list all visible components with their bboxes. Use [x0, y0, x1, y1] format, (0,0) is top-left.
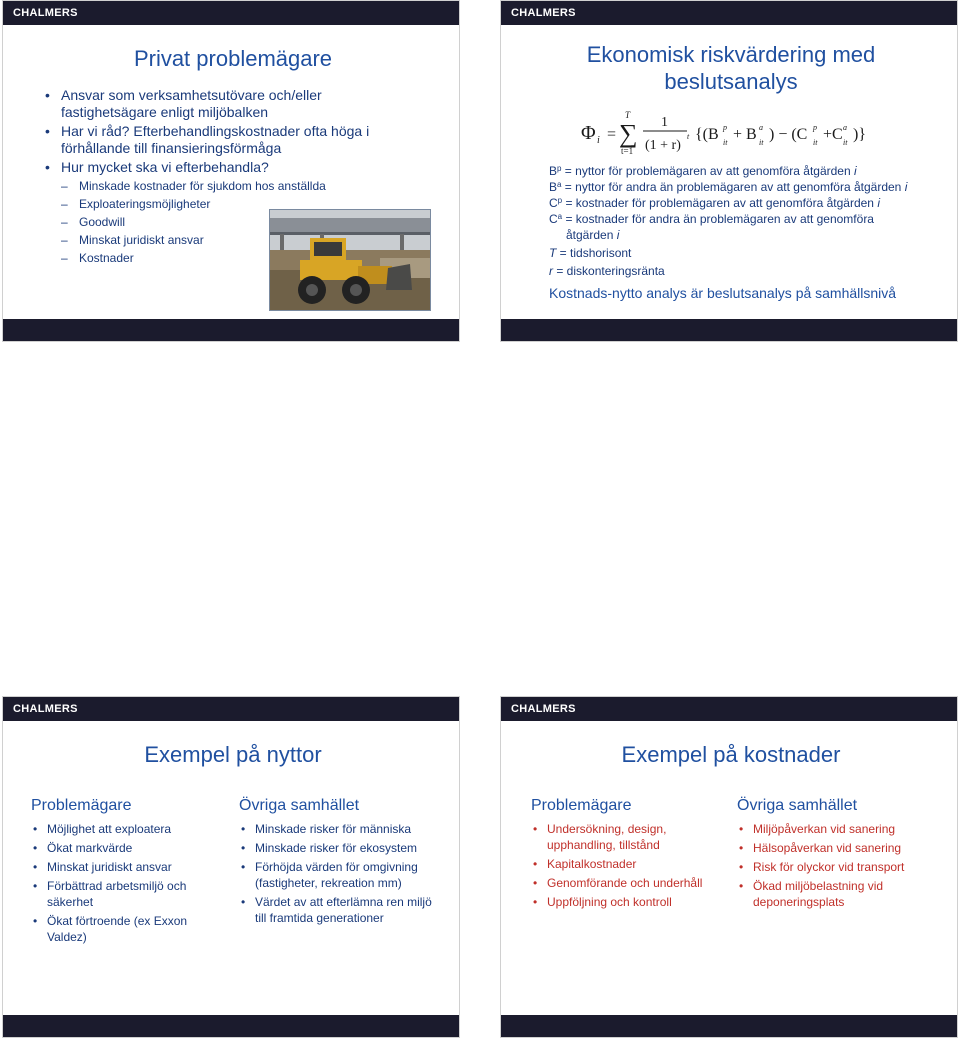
list-item: • Ökad miljöbelastning vid deponeringsplats — [737, 878, 937, 910]
formula-numerator: 1 — [661, 115, 668, 130]
formula-ba-subscript: it — [759, 138, 764, 147]
column-problemagare — [531, 797, 727, 913]
column-problemagare — [31, 797, 221, 948]
formula-plus-ba: + B — [733, 126, 757, 143]
formula-plus-ca: +C — [823, 126, 843, 143]
definition-ca-continued: åtgärden i — [566, 228, 620, 242]
list-item: • Ökat markvärde — [31, 840, 221, 856]
list-item: • Har vi råd? Efterbehandlingskostnader ofta höga i förhållande till finansieringsförmåga — [41, 123, 381, 157]
formula-phi: Φ — [581, 122, 596, 144]
list-item: • Miljöpåverkan vid sanering — [737, 821, 937, 837]
npv-formula — [573, 109, 873, 159]
chalmers-logo: CHALMERS — [511, 703, 576, 715]
column-heading: Problemägare — [31, 797, 132, 814]
title-line: Ekonomisk riskvärdering med — [586, 42, 876, 67]
slide-title: Exempel på kostnader — [621, 742, 841, 767]
formula-body-end: )} — [853, 126, 867, 143]
sub-list-item: – Goodwill — [59, 214, 381, 231]
benefit-list — [239, 821, 439, 926]
slide-title: Exempel på nyttor — [144, 742, 322, 767]
header-bar — [3, 697, 459, 721]
cost-list — [737, 821, 937, 910]
column-heading: Övriga samhället — [239, 797, 360, 814]
definition-ca: $C^a$ = kostnader för andra än problemägaren av att genomföra — [549, 212, 874, 226]
cost-list — [531, 821, 727, 910]
benefit-list — [31, 821, 221, 945]
list-item: • Minskade risker för ekosystem — [239, 840, 439, 856]
definition-t: T = tidshorisont — [549, 246, 632, 260]
formula-body-start: {(B — [695, 126, 719, 143]
list-item: • Genomförande och underhåll — [531, 875, 727, 891]
footer-bar — [3, 319, 459, 341]
formula-equals: = — [607, 126, 617, 143]
column-ovriga-samhallet — [737, 797, 937, 913]
formula-sum-sign: ∑ — [619, 119, 638, 148]
chalmers-logo: CHALMERS — [511, 7, 576, 19]
list-item: • Hälsopåverkan vid sanering — [737, 840, 937, 856]
formula-bp-superscript: p — [723, 123, 727, 132]
slide-title: Privat problemägare — [133, 46, 333, 71]
sub-list-item: – Exploateringsmöjligheter — [59, 196, 381, 213]
footer-bar — [501, 319, 957, 341]
column-heading: Problemägare — [531, 797, 632, 814]
definition-r: r = diskonteringsränta — [549, 264, 665, 278]
definition-cp: $C^p$ = kostnader för problemägaren av att genomföra åtgärden i — [549, 196, 880, 210]
list-item: • Kapitalkostnader — [531, 856, 727, 872]
list-item: • Minskat juridiskt ansvar — [31, 859, 221, 875]
slide-title — [541, 41, 921, 95]
column-ovriga-samhallet — [239, 797, 439, 929]
sub-list-item: – Minskade kostnader för sjukdom hos anställda — [59, 178, 381, 195]
formula-ca-subscript: it — [843, 138, 848, 147]
list-item: • Uppföljning och kontroll — [531, 894, 727, 910]
list-item: • Värdet av att efterlämna ren miljö till framtida generationer — [239, 894, 439, 926]
list-item: • Minskade risker för människa — [239, 821, 439, 837]
formula-cp-subscript: it — [813, 138, 818, 147]
title-line: beslutsanalys — [664, 69, 798, 94]
conclusion-text: Kostnads-nytto analys är beslutsanalys på samhällsnivå — [549, 285, 897, 301]
header-bar — [3, 1, 459, 25]
header-bar — [501, 697, 957, 721]
slide-exempel-kostnader — [500, 696, 958, 1038]
chalmers-logo: CHALMERS — [13, 7, 78, 19]
formula-bp-subscript: it — [723, 138, 728, 147]
sub-list-item: – Minskat juridiskt ansvar — [59, 232, 381, 249]
formula-phi-subscript: i — [597, 135, 600, 146]
slide-ekonomisk-riskvardering — [500, 0, 958, 342]
definition-ba: $B^a$ = nyttor för andra än problemägaren av att genomföra åtgärden i — [549, 180, 908, 194]
definition-bp: $B^p$ = nyttor för problemägaren av att genomföra åtgärden i — [549, 164, 857, 178]
chalmers-logo: CHALMERS — [13, 703, 78, 715]
formula-minus-cp: ) − (C — [769, 126, 808, 143]
footer-bar — [501, 1015, 957, 1037]
formula-ba-superscript: a — [759, 123, 763, 132]
variable-definitions — [549, 163, 949, 279]
list-item: • Risk för olyckor vid transport — [737, 859, 937, 875]
list-item: • Ansvar som verksamhetsutövare och/eller fastighetsägare enligt miljöbalken — [41, 87, 381, 121]
formula-cp-superscript: p — [813, 123, 817, 132]
list-item: • Undersökning, design, upphandling, tillstånd — [531, 821, 727, 853]
slide-exempel-nyttor — [2, 696, 460, 1038]
formula-ca-superscript: a — [843, 123, 847, 132]
list-item: • Hur mycket ska vi efterbehandla? — [41, 159, 381, 176]
formula-denominator: (1 + r) — [645, 138, 681, 153]
list-item: • Möjlighet att exploatera — [31, 821, 221, 837]
sub-list-item: – Kostnader — [59, 250, 381, 267]
slide-privat-problemagare — [2, 0, 460, 342]
list-item: • Förbättrad arbetsmiljö och säkerhet — [31, 878, 221, 910]
formula-sum-upper: T — [625, 110, 631, 120]
wheel-loader-photo — [269, 209, 431, 311]
formula-denominator-exponent: t — [687, 132, 690, 141]
formula-sum-lower: t=1 — [621, 146, 634, 156]
list-item: • Förhöjda värden för omgivning (fastigheter, rekreation mm) — [239, 859, 439, 891]
header-bar — [501, 1, 957, 25]
list-item: • Ökat förtroende (ex Exxon Valdez) — [31, 913, 221, 945]
footer-bar — [3, 1015, 459, 1037]
column-heading: Övriga samhället — [737, 797, 858, 814]
